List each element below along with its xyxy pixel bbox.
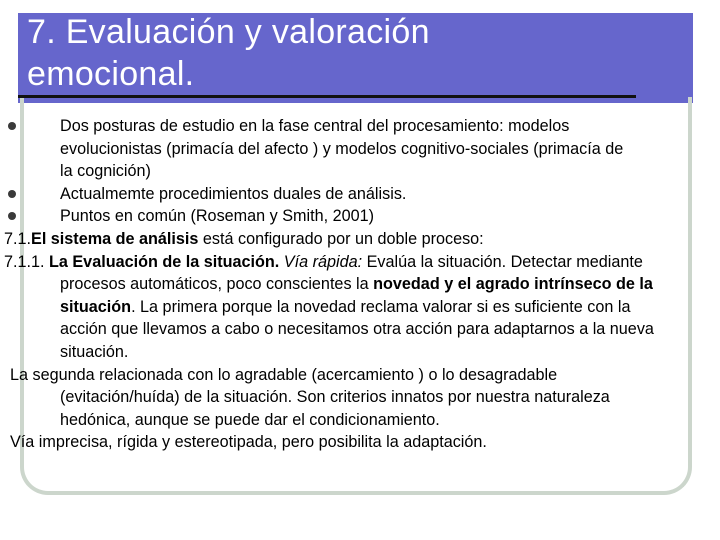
bullet-text: Puntos en común (Roseman y Smith, 2001) xyxy=(60,207,375,226)
bullet-item xyxy=(0,115,690,183)
bold-term: El sistema de análisis xyxy=(31,229,199,248)
bullet-dot-icon xyxy=(8,190,16,198)
bold-term: La Evaluación de la situación. xyxy=(49,252,280,271)
title-underline xyxy=(18,95,636,98)
slide-content xyxy=(0,115,690,454)
slide-title: 7. Evaluación y valoración emocional. xyxy=(27,13,430,93)
bullet-text: Actualmemte procedimientos duales de análisis. xyxy=(60,184,407,203)
section-number: 7.1. xyxy=(4,229,32,248)
paragraph-via-imprecisa: Vía imprecisa, rígida y estereotipada, pero posibilita la adaptación. xyxy=(10,433,487,452)
bullet-item xyxy=(0,183,690,206)
paragraph-text: Evalúa la situación. Detectar mediante procesos automáticos, poco conscientes la xyxy=(60,252,643,294)
bold-term: novedad y el agrado intrínseco de la situación xyxy=(60,275,653,316)
bullet-item xyxy=(0,205,690,228)
bullet-dot-icon xyxy=(8,122,16,130)
paragraph-7-1-1 xyxy=(0,251,690,364)
bullet-text: Dos posturas de estudio en la fase central del procesamiento: modelos evolucionistas (primacía del afecto ) y modelos cognitivo-sociales (primacía de la cognición) xyxy=(60,117,624,181)
paragraph-second-criterion: La segunda relacionada con lo agradable (acercamiento ) o lo desagradable (evitación/huída) de la situación. Son criterios innatos por nuestra naturaleza hedónica, aunque se puede dar el condicionamiento. xyxy=(10,365,610,429)
paragraph-text: está configurado por un doble proceso: xyxy=(198,229,484,248)
italic-term: Vía rápida: xyxy=(283,252,363,271)
paragraph-7-1 xyxy=(0,228,690,251)
section-number: 7.1.1. xyxy=(4,252,49,271)
bullet-dot-icon xyxy=(8,212,16,220)
paragraph-text: . La primera porque la novedad reclama valorar si es suficiente con la acción que llevamos a cabo o necesitamos otra acción para adaptarnos a la nueva situación. xyxy=(60,297,654,361)
